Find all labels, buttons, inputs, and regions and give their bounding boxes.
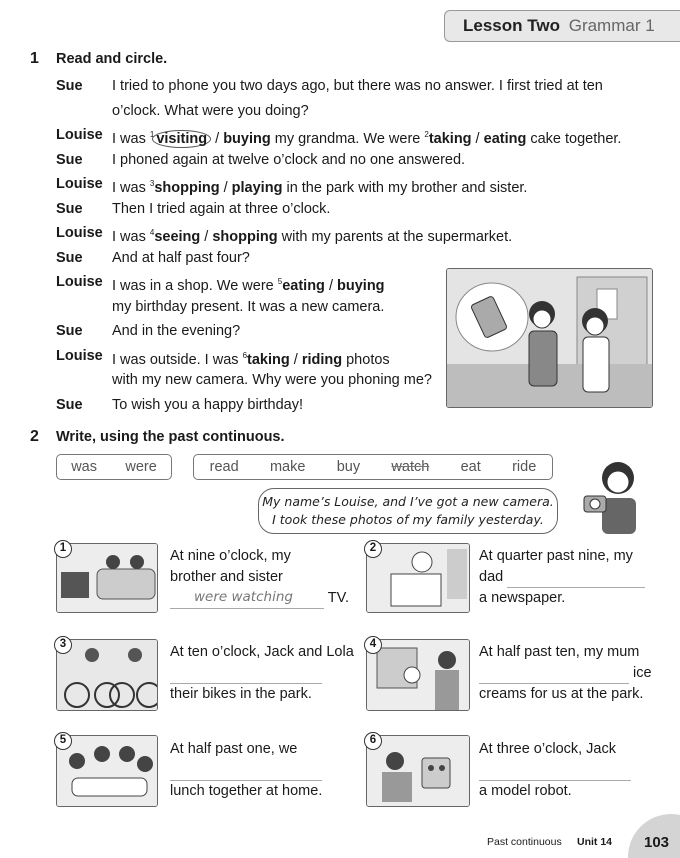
option-a[interactable]: visiting <box>152 130 211 148</box>
item-1-picture <box>56 543 158 613</box>
option-separator: / <box>211 131 224 147</box>
dialogue-text <box>112 368 432 392</box>
item-4-line-1: At half past ten, my mum <box>479 644 640 660</box>
item-2-line-1: At quarter past nine, my <box>479 548 633 564</box>
item-1-line-3-end: TV. <box>327 590 350 606</box>
speaker-name: Louise <box>56 274 103 290</box>
item-6-text <box>479 739 631 802</box>
word-watch-crossed: watch <box>391 459 430 475</box>
exercise-2-number: 2 <box>30 428 39 445</box>
option-separator: / <box>471 131 484 147</box>
option-a[interactable]: taking <box>247 351 290 368</box>
item-2-line-2: dad <box>479 569 504 585</box>
line-text: I was in a shop. We were <box>112 278 278 294</box>
word-box-verbs-be <box>56 454 172 480</box>
line-text: I phoned again at twelve o’clock and no one answered. <box>112 151 466 168</box>
word-were: were <box>125 459 157 475</box>
word-eat: eat <box>460 459 481 475</box>
item-2-badge: 2 <box>364 540 382 558</box>
line-text: my grandma. We were <box>270 131 425 147</box>
item-4-answer-field[interactable] <box>479 666 629 684</box>
item-6-line-1: At three o’clock, Jack <box>479 741 616 757</box>
speaker-name: Louise <box>56 225 103 241</box>
item-1-answer: were watching <box>194 589 293 605</box>
item-5-line-1: At half past one, we <box>170 741 298 757</box>
lesson-label: Lesson Two <box>463 16 560 35</box>
item-3-answer-field[interactable] <box>170 666 322 684</box>
speaker-name: Louise <box>56 176 103 192</box>
option-separator: / <box>289 351 302 368</box>
footer-topic: Past continuous <box>487 836 562 848</box>
speaker-name: Sue <box>56 249 83 266</box>
item-1-line-1: At nine o’clock, my <box>170 548 291 564</box>
item-6-picture <box>366 735 470 807</box>
gap-number: 6 <box>242 350 248 360</box>
option-a[interactable]: seeing <box>154 229 201 245</box>
item-5-text <box>170 739 322 802</box>
gap-number: 5 <box>277 277 283 286</box>
item-1-badge: 1 <box>54 540 72 558</box>
item-5-line-3: lunch together at home. <box>170 783 323 799</box>
word-read: read <box>209 459 239 475</box>
speaker-name: Sue <box>56 151 83 168</box>
option-separator: / <box>200 229 213 245</box>
option-a[interactable]: shopping <box>154 180 220 196</box>
line-text: To wish you a happy birthday! <box>112 396 304 413</box>
word-ride: ride <box>512 459 537 475</box>
word-was: was <box>71 459 97 475</box>
item-2-answer-field[interactable] <box>507 570 645 588</box>
option-separator: / <box>324 278 338 294</box>
line-text: And at half past four? <box>112 249 250 266</box>
page-number: 103 <box>644 834 670 851</box>
line-text: Then I tried again at three o’clock. <box>112 200 331 217</box>
option-b[interactable]: riding <box>301 351 343 368</box>
dialogue-text <box>112 99 309 123</box>
line-text: cake together. <box>526 131 622 147</box>
section-label: Grammar 1 <box>568 16 655 35</box>
bubble-line-2: I took these photos of my family yesterday. <box>272 512 544 527</box>
dialogue-text <box>112 295 384 319</box>
bubble-line-1: My name’s Louise, and I’ve got a new camera. <box>262 494 554 509</box>
speaker-name: Sue <box>56 396 83 413</box>
item-4-line-2-end: ice <box>633 665 652 681</box>
dialogue-text <box>112 246 250 270</box>
item-6-line-3: a model robot. <box>479 783 572 799</box>
option-b[interactable]: playing <box>231 180 283 196</box>
line-text: I was outside. I was <box>112 351 243 368</box>
word-make: make <box>269 459 306 475</box>
option-b[interactable]: buying <box>223 131 271 147</box>
dialogue-text <box>112 148 465 172</box>
line-text: my birthday present. It was a new camera. <box>112 298 385 315</box>
line-text: And in the evening? <box>112 323 241 339</box>
line-text: I was <box>112 229 150 245</box>
item-4-line-3: creams for us at the park. <box>479 686 644 702</box>
item-5-badge: 5 <box>54 732 72 750</box>
option-a[interactable]: taking <box>428 131 472 147</box>
item-5-picture <box>56 735 158 807</box>
line-text: I was <box>112 131 150 147</box>
item-2-line-3: a newspaper. <box>479 590 566 606</box>
option-b[interactable]: buying <box>337 278 385 294</box>
gap-number: 2 <box>424 130 429 139</box>
lesson-header <box>444 10 680 42</box>
item-6-answer-field[interactable] <box>479 763 631 781</box>
item-4-text <box>479 642 652 705</box>
speaker-name: Sue <box>56 78 83 94</box>
option-b[interactable]: shopping <box>212 229 278 245</box>
item-3-line-1: At ten o’clock, Jack and Lola <box>170 644 354 660</box>
exercise-1-instruction: Read and circle. <box>56 51 168 67</box>
dialogue-text <box>112 74 603 98</box>
item-3-line-3: their bikes in the park. <box>170 686 312 702</box>
line-text: with my new camera. Why were you phoning me? <box>112 372 432 388</box>
exercise-1-number: 1 <box>30 50 39 67</box>
louise-camera-illustration <box>576 460 646 534</box>
gap-number: 3 <box>149 179 155 188</box>
speaker-name: Sue <box>56 200 83 217</box>
speaker-name: Louise <box>56 347 103 364</box>
option-separator: / <box>219 180 232 196</box>
option-b[interactable]: eating <box>483 131 527 147</box>
line-text: o’clock. What were you doing? <box>112 102 309 119</box>
line-text: I was <box>112 180 150 196</box>
gap-number: 4 <box>149 228 155 237</box>
item-3-badge: 3 <box>54 636 72 654</box>
item-4-picture <box>366 639 470 711</box>
item-4-badge: 4 <box>364 636 382 654</box>
line-text: in the park with my brother and sister. <box>282 180 528 196</box>
phone-girls-illustration <box>446 268 653 408</box>
option-a[interactable]: eating <box>282 278 325 294</box>
line-text: I tried to phone you two days ago, but there was no answer. I first tried at ten <box>112 78 603 94</box>
exercise-2-instruction: Write, using the past continuous. <box>56 429 285 445</box>
item-5-answer-field[interactable] <box>170 763 322 781</box>
word-buy: buy <box>336 459 361 475</box>
item-2-picture <box>366 543 470 613</box>
dialogue-text <box>112 197 330 221</box>
dialogue-text <box>112 393 303 417</box>
item-3-picture <box>56 639 158 711</box>
item-1-line-2: brother and sister <box>170 569 283 585</box>
item-2-text <box>479 546 645 609</box>
dialogue-text <box>112 319 240 343</box>
line-text: with my parents at the supermarket. <box>277 229 513 245</box>
gap-number: 1 <box>149 130 155 139</box>
speaker-name: Louise <box>56 127 103 143</box>
louise-speech-bubble <box>258 488 558 534</box>
footer-unit: Unit 14 <box>577 836 613 848</box>
item-6-badge: 6 <box>364 732 382 750</box>
speaker-name: Sue <box>56 323 83 339</box>
line-text: photos <box>342 351 390 368</box>
word-box-verbs <box>193 454 553 480</box>
item-3-text <box>170 642 354 705</box>
